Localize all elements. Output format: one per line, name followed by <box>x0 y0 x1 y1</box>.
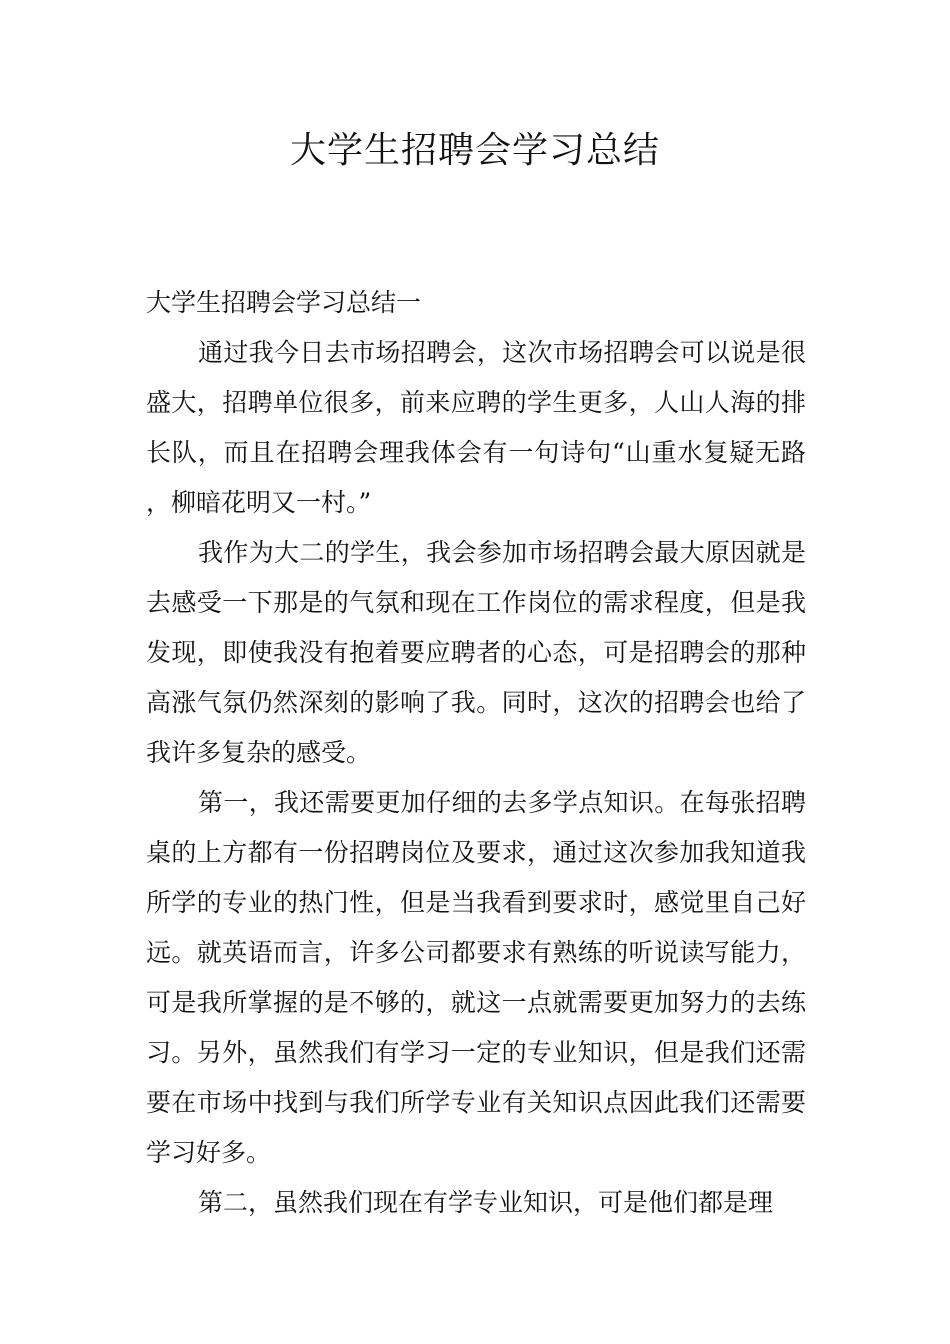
paragraph-3: 第一，我还需要更加仔细的去多学点知识。在每张招聘桌的上方都有一份招聘岗位及要求，通过这次参加我知道我所学的专业的热门性，但是当我看到要求时，感觉里自己好远。就英语而言，许多公司都要求有熟练的听说读写能力，可是我所掌握的是不够的，就这一点就需要更加努力的去练习。另外，虽然我们有学习一定的专业知识，但是我们还需要在市场中找到与我们所学专业有关知识点因此我们还需要学习好多。 <box>146 788 806 1167</box>
paragraph-4: 第二，虽然我们现在有学专业知识，可是他们都是理 <box>198 1188 774 1217</box>
section-heading: 大学生招聘会学习总结一 <box>146 288 422 317</box>
paragraph-1: 通过我今日去市场招聘会，这次市场招聘会可以说是很盛大，招聘单位很多，前来应聘的学生更多，人山人海的排长队，而且在招聘会理我体会有一句诗句“山重水复疑无路，柳暗花明又一村。” <box>146 338 806 517</box>
document-body <box>146 278 806 1228</box>
paragraph-2: 我作为大二的学生，我会参加市场招聘会最大原因就是去感受一下那是的气氛和现在工作岗位的需求程度，但是我发现，即使我没有抱着要应聘者的心态，可是招聘会的那种高涨气氛仍然深刻的影响了我。同时，这次的招聘会也给了我许多复杂的感受。 <box>146 538 806 767</box>
document-title: 大学生招聘会学习总结 <box>289 130 660 171</box>
